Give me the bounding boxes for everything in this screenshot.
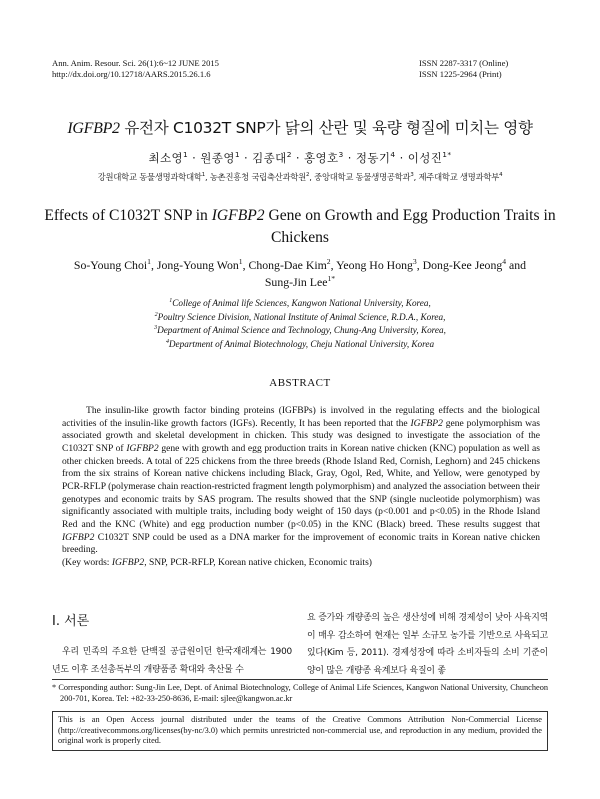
abstract-text-1: The insulin-like growth factor binding proteins (IGFBPs) is involved in the regulating effects and the biological activities of the insulin-like growth factors (IGFs). Recently, It has been reported that the: [62, 405, 540, 429]
keywords-post: , SNP, PCR-RFLP, Korean native chicken, Economic traits): [144, 556, 372, 568]
english-author-sup: 1*: [327, 274, 336, 284]
abstract-text-4: C1032T SNP could be used as a DNA marker for the improvement of economic traits in Korean native chicken breeding.: [62, 531, 540, 556]
intro-paragraph-right: 요 증가와 개량종의 높은 생산성에 비해 경제성이 낮아 사육지역이 매우 감소하여 현재는 일부 소규모 농가를 기반으로 사육되고 있다(Kim 등, 2011). 경제성장에 따라 소비자들의 소비 기준이 양이 많은 개량종 육계보다 육질이 좋: [307, 613, 548, 676]
keywords-gene: IGFBP2: [111, 556, 145, 568]
english-author-sup: 1: [147, 257, 151, 267]
journal-line: Ann. Anim. Resour. Sci. 26(1):6~12 JUNE 2015: [52, 58, 219, 68]
korean-author-sup: 1: [234, 150, 240, 160]
korean-title-gene: IGFBP2: [67, 120, 120, 137]
english-affiliation-sup: 1: [169, 297, 173, 304]
korean-author-name: 정동기: [355, 151, 391, 165]
english-affiliations: [60, 297, 540, 351]
english-title-pre: Effects of C1032T SNP in: [44, 207, 212, 224]
doi-link[interactable]: http://dx.doi.org/10.12718/AARS.2015.26.1.6: [52, 69, 211, 79]
korean-author-name: 이성진: [407, 151, 443, 165]
abstract-body: [62, 405, 540, 570]
abstract-text-2: gene polymorphism was associated growth and skeletal development in chicken. This study was designed to investigate the association of the C1032T SNP of: [62, 417, 540, 454]
english-author-sup: 1: [238, 257, 243, 267]
korean-affiliation-sup: 4: [499, 172, 503, 179]
korean-author-sup: 3: [338, 150, 344, 160]
english-author-name: Sung-Jin Lee: [264, 275, 328, 289]
korean-author-name: 홍영호: [304, 151, 339, 165]
section-heading-introduction: Ⅰ. 서론: [52, 614, 90, 629]
abstract-gene-2: IGFBP2: [126, 442, 159, 454]
korean-title-text: 유전자 C1032T SNP가 닭의 산란 및 육량 형질에 미치는 영향: [119, 119, 533, 137]
english-author-sup: 4: [502, 257, 507, 267]
english-affiliation-text: College of Animal life Sciences, Kangwon National University, Korea,: [172, 298, 431, 308]
korean-author-sup: 1*: [442, 150, 452, 160]
issn-print: ISSN 1225-2964 (Print): [419, 69, 502, 79]
english-author-name: Dong-Kee Jeong: [422, 258, 503, 272]
english-author-name: So-Young Choi: [73, 258, 148, 272]
abstract-text-3: gene with growth and egg production traits in Korean native chicken (KNC) population as well as other chicken breeds. A total of 225 chickens from the three breeds (Rhode Island Red, Cornish, Leghorn) and 245 chickens from the six strains of Korean native chickens including Black, Gray, Ogol, Red, White, and Yellow, were genotyped by PCR-RFLP (polymerase chain reaction-restricted fragment length polymorphism) and analyzed the association between their genotypes and economic traits by SAS program. The results showed that the SNP (single nucleotide polymorphism) was significantly associated with multiple traits, including body weight of 150 days (p<0.001 and p<0.05) in the Rhode Island Red and the KNC (White) and egg production number (p<0.05) in the KNC (Black) breed. These results suggest that: [62, 442, 540, 530]
korean-affiliation: 농촌진흥청 국립축산과학원: [209, 172, 307, 182]
english-title: [40, 205, 560, 249]
footnote: [52, 683, 548, 705]
footnote-divider: [52, 679, 548, 680]
korean-author-sup: 4: [390, 150, 396, 160]
english-affiliation-text: Department of Animal Biotechnology, Cheju National University, Korea: [168, 338, 435, 349]
abstract-paragraph: [62, 405, 540, 557]
english-affiliation-text: Poultry Science Division, National Institute of Animal Science, R.D.A., Korea,: [157, 311, 446, 322]
english-affiliation-text: Department of Animal Science and Technology, Chung-Ang University, Korea,: [157, 325, 446, 335]
keywords: [62, 557, 540, 570]
korean-affiliations: 강원대학교 동물생명과학대학$^1$, 농촌진흥청 국립축산과학원$^2$, 중앙대학교 동물생명공학과$^3$, 제주대학교 생명과학부$^4$: [97, 172, 503, 182]
english-affiliation-sup: 3: [154, 324, 158, 331]
abstract-gene-3: IGFBP2: [62, 531, 95, 543]
korean-author-sup: 2: [286, 150, 292, 160]
korean-author-name: 원종영: [200, 151, 235, 165]
korean-author-sup: 1: [182, 150, 189, 160]
keywords-pre: (Key words:: [62, 556, 112, 568]
english-authors: So-Young Choi$^1$, Jong-Young Won$^1$, Chong-Dae Kim$^2$, Yeong Ho Hong$^3$, Dong-Kee Jeong$^4$ and Sung-Jin Lee$^{1*}$: [73, 257, 527, 289]
korean-author-name: 김종대: [252, 151, 287, 165]
intro-paragraph-left: 우리 민족의 주요한 단백질 공급원이던 한국재래계는 1900년도 이후 조선총독부의 개량품종 확대와 축산물 수: [52, 647, 292, 675]
license-box: This is an Open Access journal distributed under the teams of the Creative Commons Attribution Non-Commercial License (http://creativecommons.org/licenses(by-nc/3.0) which permits unrestricted non-commercial use, and reproduction in any medium, provided the original work is properly cited.: [52, 711, 548, 751]
korean-affiliation: 제주대학교 생명과학부: [418, 172, 500, 182]
abstract-heading: ABSTRACT: [269, 377, 331, 389]
issn-online: ISSN 2287-3317 (Online): [419, 58, 509, 68]
english-author-name: Yeong Ho Hong: [336, 258, 413, 272]
korean-affiliation-sup: 3: [410, 172, 414, 179]
english-author-name: Jong-Young Won: [156, 258, 239, 272]
english-affiliation-sup: 4: [165, 338, 169, 345]
korean-authors: 최소영$^1$ · 원종영$^1$ · 김종대$^2$ · 홍영호$^3$ · 정동기$^4$ · 이성진$^{1*}$: [148, 150, 452, 165]
korean-affiliation-sup: 1: [201, 172, 205, 179]
english-affiliation: [60, 324, 540, 338]
english-title-post: Gene on Growth and Egg Production Traits in Chickens: [264, 207, 556, 246]
abstract-gene-1: IGFBP2: [410, 417, 443, 429]
english-affiliation-sup: 2: [154, 311, 158, 318]
body-column-left: [52, 610, 292, 679]
korean-title: [0, 116, 600, 138]
english-affiliation: [60, 297, 540, 311]
english-author-sup: 2: [326, 257, 331, 267]
english-title-gene: IGFBP2: [211, 207, 265, 224]
english-author-name: Chong-Dae Kim: [248, 258, 327, 272]
english-affiliation: [60, 311, 540, 325]
english-affiliation: [60, 338, 540, 352]
body-column-right: [307, 610, 548, 680]
korean-affiliation-sup: 2: [306, 172, 310, 179]
corresponding-author: * Corresponding author: Sung-Jin Lee, Dept. of Animal Biotechnology, College of Animal Life Sciences, Kangwon National University, Chuncheon 200-701, Korea. Tel: +82-33-250-8636, E-mail: sjlee@kangwon.ac.kr: [52, 683, 548, 703]
journal-citation: [52, 58, 219, 80]
korean-affiliation: 중앙대학교 동물생명공학과: [314, 172, 411, 182]
english-author-sup: 3: [412, 257, 417, 267]
korean-affiliation: 강원대학교 동물생명과학대학: [97, 172, 202, 182]
issn-block: [419, 58, 508, 80]
korean-author-name: 최소영: [148, 151, 183, 165]
